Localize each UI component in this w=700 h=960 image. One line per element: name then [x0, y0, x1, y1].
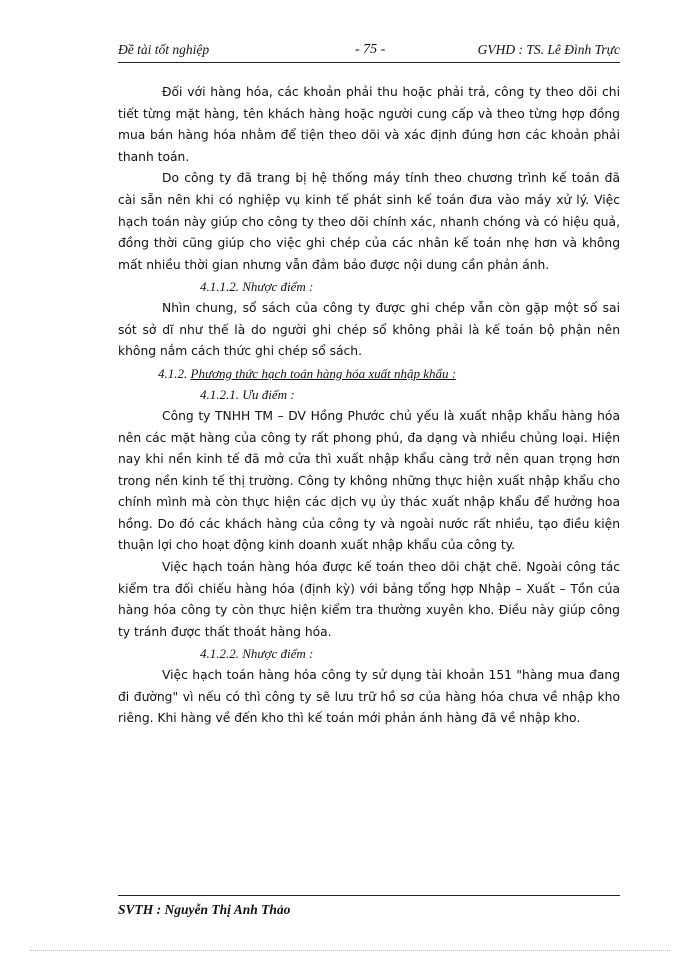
page-footer — [118, 895, 620, 918]
paragraph-6: Việc hạch toán hàng hóa công ty sử dụng tài khoản 151 "hàng mua đang đi đường" vì nếu có thì công ty sẽ lưu trữ hồ sơ của hàng hóa chưa về nhập kho riêng. Khi hàng về đến kho thì kế toán mới phản ánh hàng đã về nhập kho. — [118, 668, 620, 726]
paragraph-2: Do công ty đã trang bị hệ thống máy tính theo chương trình kế toán đã cài sẵn nên khi có nghiệp vụ kinh tế phát sinh kế toán đưa vào máy xử lý. Việc hạch toán này giúp cho công ty theo dõi chính xác, nhanh chóng và có hiệu quả, đồng thời cũng giúp cho việc ghi chép của các nhân kế toán nhẹ hơn và không mất nhiều thời gian nhưng vẫn đảm bảo được nội dung cần phản ánh. — [118, 171, 620, 272]
footer-student: SVTH : Nguyễn Thị Anh Thảo — [118, 902, 291, 917]
page-number: - 75 - — [355, 42, 386, 57]
heading-4-1-2-1: 4.1.2.1. Ưu điểm : — [200, 387, 295, 403]
heading-4-1-2 — [118, 363, 620, 385]
page-header — [118, 38, 620, 63]
page-bottom-border — [30, 950, 670, 951]
heading-4-1-2-title: Phương thức hạch toán hàng hóa xuất nhập khẩu : — [190, 365, 457, 381]
page-body — [118, 82, 620, 730]
paragraph-4: Công ty TNHH TM – DV Hồng Phước chủ yếu là xuất nhập khẩu hàng hóa nên các mặt hàng của công ty rất phong phú, đa dạng và nhiều chủng loại. Hiện nay khi nền kinh tế đã mở cửa thì xuất nhập khẩu càng trở nên quan trọng hơn trong nền kinh tế thị trường. Công ty không những thực hiện xuất nhập khẩu cho chính mình mà còn thực hiện các dịch vụ ủy thác xuất nhập khẩu để hưởng hoa hồng. Do đó các khách hàng của công ty và ngoài nước rất nhiều, tạo điều kiện thuận lợi cho hoạt động kinh doanh xuất nhập khẩu của công ty. — [118, 408, 620, 553]
heading-4-1-2-number: 4.1.2. — [158, 365, 188, 381]
heading-4-1-2-2: 4.1.2.2. Nhược điểm : — [200, 646, 314, 662]
paragraph-3: Nhìn chung, sổ sách của công ty được ghi chép vẫn còn gặp một số sai sót sở dĩ như thế là do người ghi chép sổ không phải là kế toán bộ phận nên không nắm cách thức ghi chép sổ sách. — [118, 300, 620, 359]
paragraph-5: Việc hạch toán hàng hóa được kế toán theo dõi chặt chẽ. Ngoài công tác kiểm tra đối chiếu hàng hóa (định kỳ) với bảng tổng hợp Nhập – Xuất – Tồn của hàng hóa công ty còn thực hiện kiểm tra thường xuyên kho. Điều này giúp công ty tránh được thất thoát hàng hóa. — [118, 560, 620, 639]
heading-4-1-1-2: 4.1.1.2. Nhược điểm : — [200, 279, 314, 295]
header-advisor: GVHD : TS. Lê Đình Trực — [477, 42, 620, 57]
paragraph-1: Đối với hàng hóa, các khoản phải thu hoặc phải trả, công ty theo dõi chi tiết từng mặt hàng, tên khách hàng hoặc người cung cấp và theo từng hợp đồng mua bán hàng hóa nhằm để tiện theo dõi và xác định đúng hơn các khoản phải thanh toán. — [118, 85, 620, 164]
header-thesis-label: Đề tài tốt nghiệp — [118, 42, 210, 57]
